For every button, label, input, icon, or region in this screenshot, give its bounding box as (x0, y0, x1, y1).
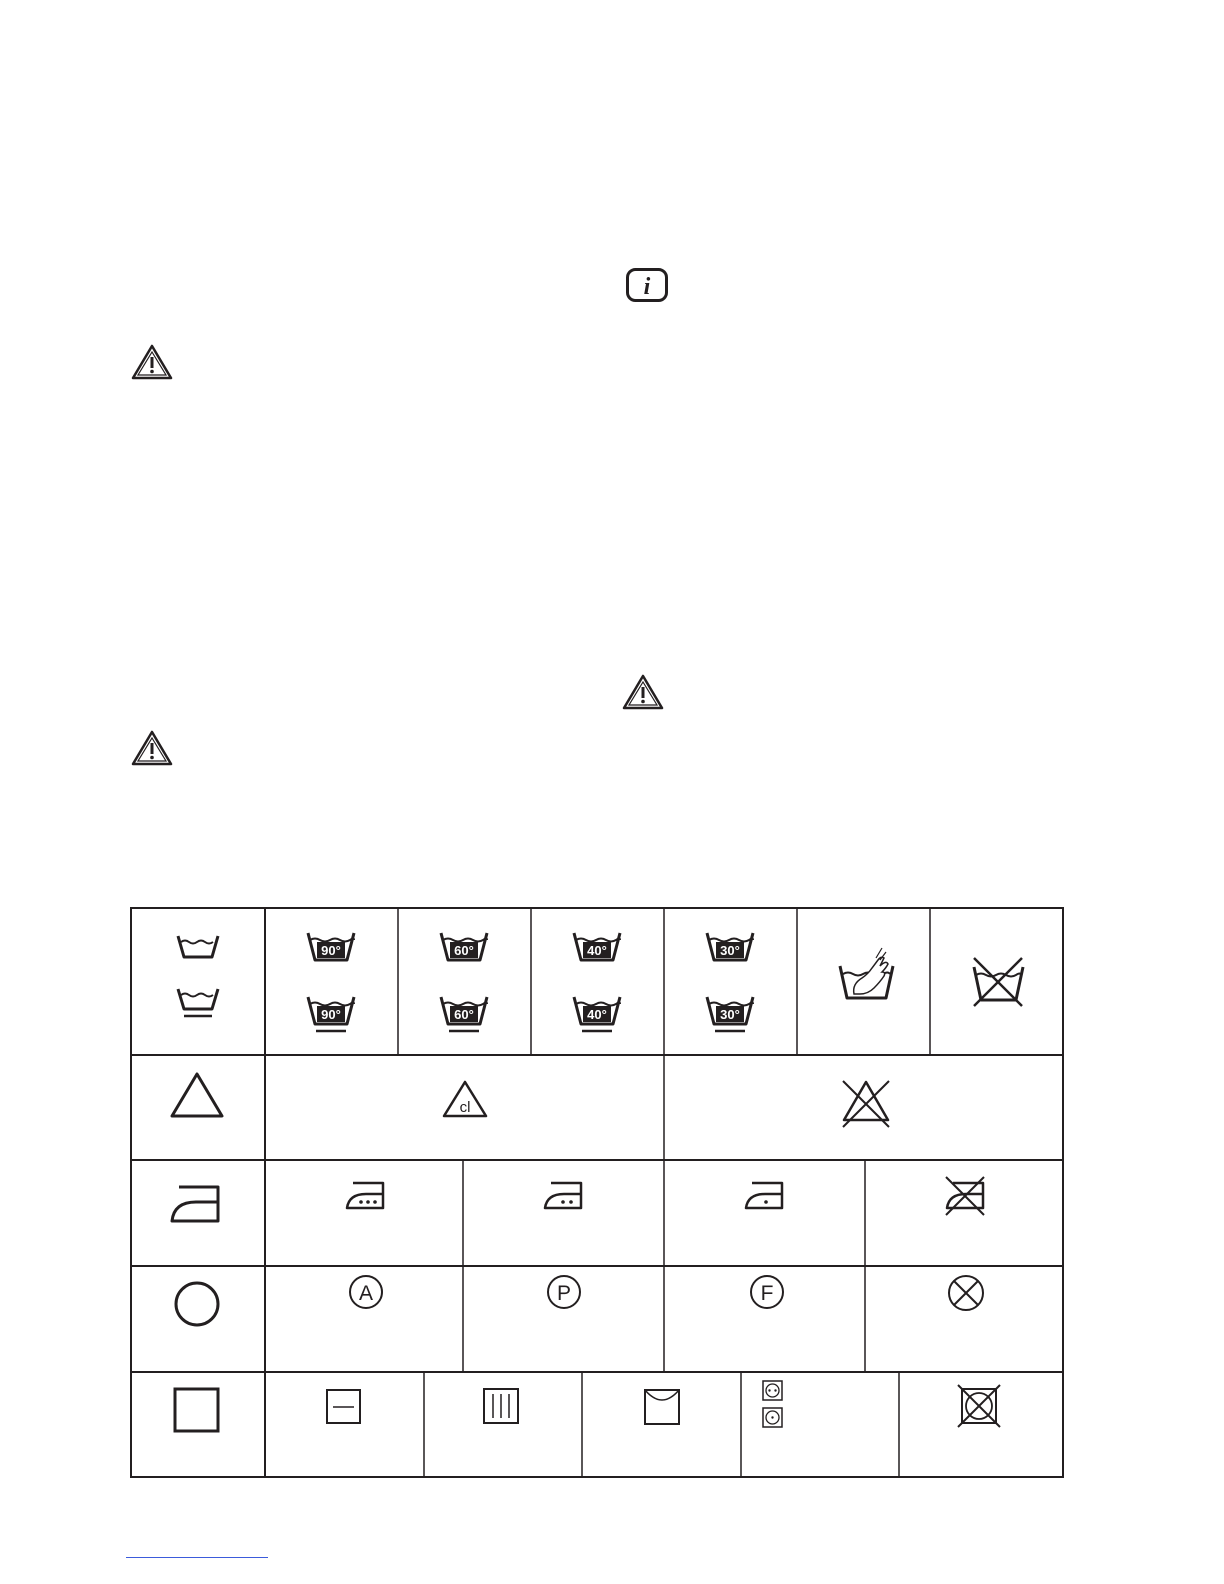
dry-clean-a-icon (350, 1276, 382, 1308)
warning-triangle-icon (622, 674, 664, 710)
wash-60-icon (441, 933, 487, 960)
wash-90-gentle-icon (308, 997, 354, 1031)
hand-wash-icon (840, 948, 893, 998)
iron-icon (172, 1187, 218, 1221)
chlorine-label: cl (459, 1099, 471, 1116)
temp-label: 90° (321, 1007, 341, 1022)
drying-square-icon (175, 1389, 218, 1431)
wash-30-gentle-icon (707, 997, 753, 1031)
tumble-dry-icon (763, 1381, 782, 1427)
temp-label: 30° (720, 943, 740, 958)
table-border (131, 908, 1063, 1477)
dry-clean-icon (176, 1283, 218, 1325)
solvent-letter: P (556, 1282, 572, 1305)
info-icon (626, 268, 668, 302)
iron-low-icon (746, 1183, 782, 1208)
temp-label: 60° (454, 943, 474, 958)
temp-label: 60° (454, 1007, 474, 1022)
do-not-iron-icon (946, 1177, 984, 1215)
wash-90-icon (308, 933, 354, 960)
wash-40-icon (574, 933, 620, 960)
iron-medium-icon (545, 1183, 581, 1208)
bleach-triangle-icon (172, 1074, 222, 1116)
chlorine-bleach-icon (444, 1082, 486, 1116)
svg-text:i: i (643, 274, 651, 300)
temp-label: 40° (587, 943, 607, 958)
wash-basin-icon (178, 936, 218, 957)
do-not-bleach-icon (843, 1081, 889, 1127)
warning-triangle-icon (131, 730, 173, 766)
solvent-letter: A (358, 1282, 374, 1305)
solvent-letter: F (760, 1282, 774, 1305)
do-not-wash-icon (974, 958, 1023, 1006)
dry-clean-p-icon (548, 1276, 580, 1308)
temp-label: 30° (720, 1007, 740, 1022)
footer-rule (126, 1557, 268, 1558)
dry-clean-f-icon (751, 1276, 783, 1308)
warning-triangle-icon (131, 344, 173, 380)
temp-label: 90° (321, 943, 341, 958)
drip-dry-icon (484, 1389, 518, 1423)
iron-high-icon (347, 1183, 383, 1208)
care-symbols-table (130, 907, 1064, 1478)
line-dry-icon (645, 1390, 679, 1424)
wash-basin-gentle-icon (178, 989, 218, 1016)
dry-flat-icon (327, 1390, 360, 1423)
wash-40-gentle-icon (574, 997, 620, 1031)
do-not-tumble-dry-icon (958, 1385, 1000, 1427)
wash-60-gentle-icon (441, 997, 487, 1031)
do-not-dry-clean-icon (949, 1276, 983, 1310)
wash-30-icon (707, 933, 753, 960)
temp-label: 40° (587, 1007, 607, 1022)
